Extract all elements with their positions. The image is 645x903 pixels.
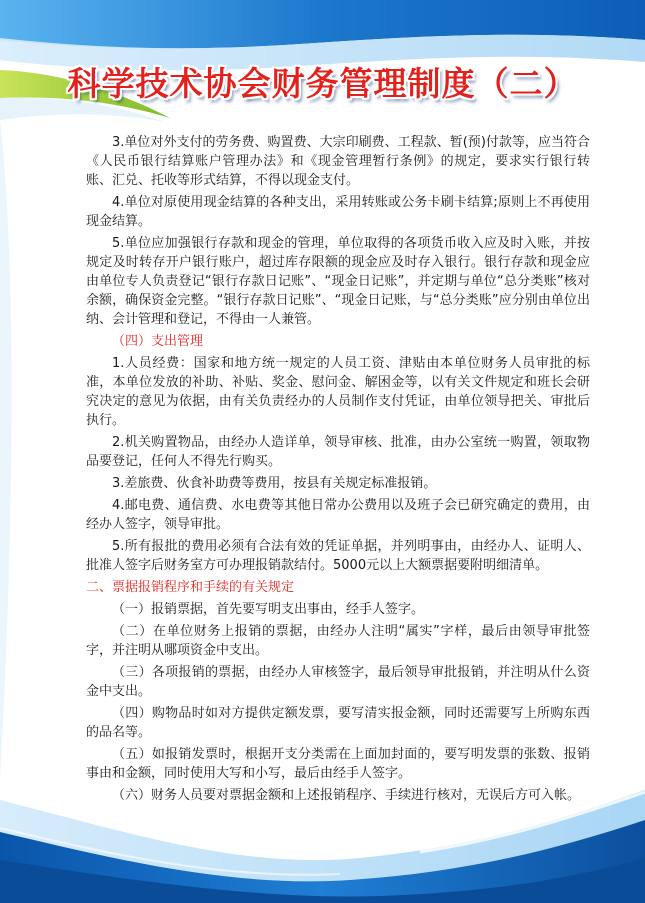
section-heading: 二、票据报销程序和手续的有关规定 bbox=[86, 580, 295, 595]
body-paragraph: （五）如报销发票时，根据开支分类需在上面加封面的，要写明发票的张数、报销事由和金额，同时使用大写和小写，最后由经手人签字。 bbox=[86, 747, 590, 781]
body-paragraph: 3.单位对外支付的劳务费、购置费、大宗印刷费、工程款、暂(预)付款等，应当符合《人民币银行结算账户管理办法》和《现金管理暂行条例》的规定，要求实行银行转账、汇兑、托收等形式结算，不得以现金支付。 bbox=[86, 135, 590, 188]
body-paragraph: 5.所有报批的费用必须有合法有效的凭证单据，并列明事由，由经办人、证明人、批准人签字后财务室方可办理报销款结付。5000元以上大额票据要附明细清单。 bbox=[86, 539, 590, 573]
body-paragraph: （六）财务人员要对票据金额和上述报销程序、手续进行核对，无误后方可入帐。 bbox=[112, 788, 581, 803]
body-paragraph: （一）报销票据，首先要写明支出事由，经手人签字。 bbox=[112, 602, 425, 617]
body-paragraph: 4.单位对原使用现金结算的各种支出，采用转账或公务卡刷卡结算;原则上不再使用现金结算。 bbox=[86, 195, 590, 229]
document-body bbox=[86, 133, 590, 808]
section-heading: （四）支出管理 bbox=[112, 334, 204, 349]
body-paragraph: 4.邮电费、通信费、水电费等其他日常办公费用以及班子会已研究确定的费用，由经办人签字，领导审批。 bbox=[86, 498, 590, 532]
body-paragraph: 5.单位应加强银行存款和现金的管理，单位取得的各项货币收入应及时入账，并按规定及时转存开户银行账户，超过库存限额的现金应及时存入银行。银行存款和现金应由单位专人负责登记“银行存款日记账”、“现金日记账”，并定期与单位“总分类账”核对余额，确保资金完整。“银行存款日记账”、“现金日记账，与“总分类账”应分别由单位出纳、会计管理和登记，不得由一人兼管。 bbox=[86, 236, 590, 327]
body-paragraph: 3.差旅费、伙食补助费等费用，按县有关规定标准报销。 bbox=[112, 476, 437, 491]
page-title: 科学技术协会财务管理制度（二） bbox=[67, 64, 578, 103]
body-paragraph: （二）在单位财务上报销的票据，由经办人注明“属实”字样，最后由领导审批签字，并注明从哪项资金中支出。 bbox=[86, 624, 590, 658]
body-paragraph: 1.人员经费：国家和地方统一规定的人员工资、津贴由本单位财务人员审批的标准，本单位发放的补助、补贴、奖金、慰问金、解困金等，以有关文件规定和班长会研究决定的意见为依据，由有关负责经办的人员制作支付凭证，由单位领导把关、审批后执行。 bbox=[86, 356, 590, 428]
body-paragraph: （三）各项报销的票据，由经办人审核签字，最后领导审批报销，并注明从什么资金中支出。 bbox=[86, 665, 590, 699]
body-paragraph: （四）购物品时如对方提供定额发票，要写清实报金额，同时还需要写上所购东西的品名等。 bbox=[86, 706, 590, 740]
body-paragraph: 2.机关购置物品，由经办人造详单，领导审核、批准，由办公室统一购置，领取物品要登记，任何人不得先行购买。 bbox=[86, 435, 590, 469]
